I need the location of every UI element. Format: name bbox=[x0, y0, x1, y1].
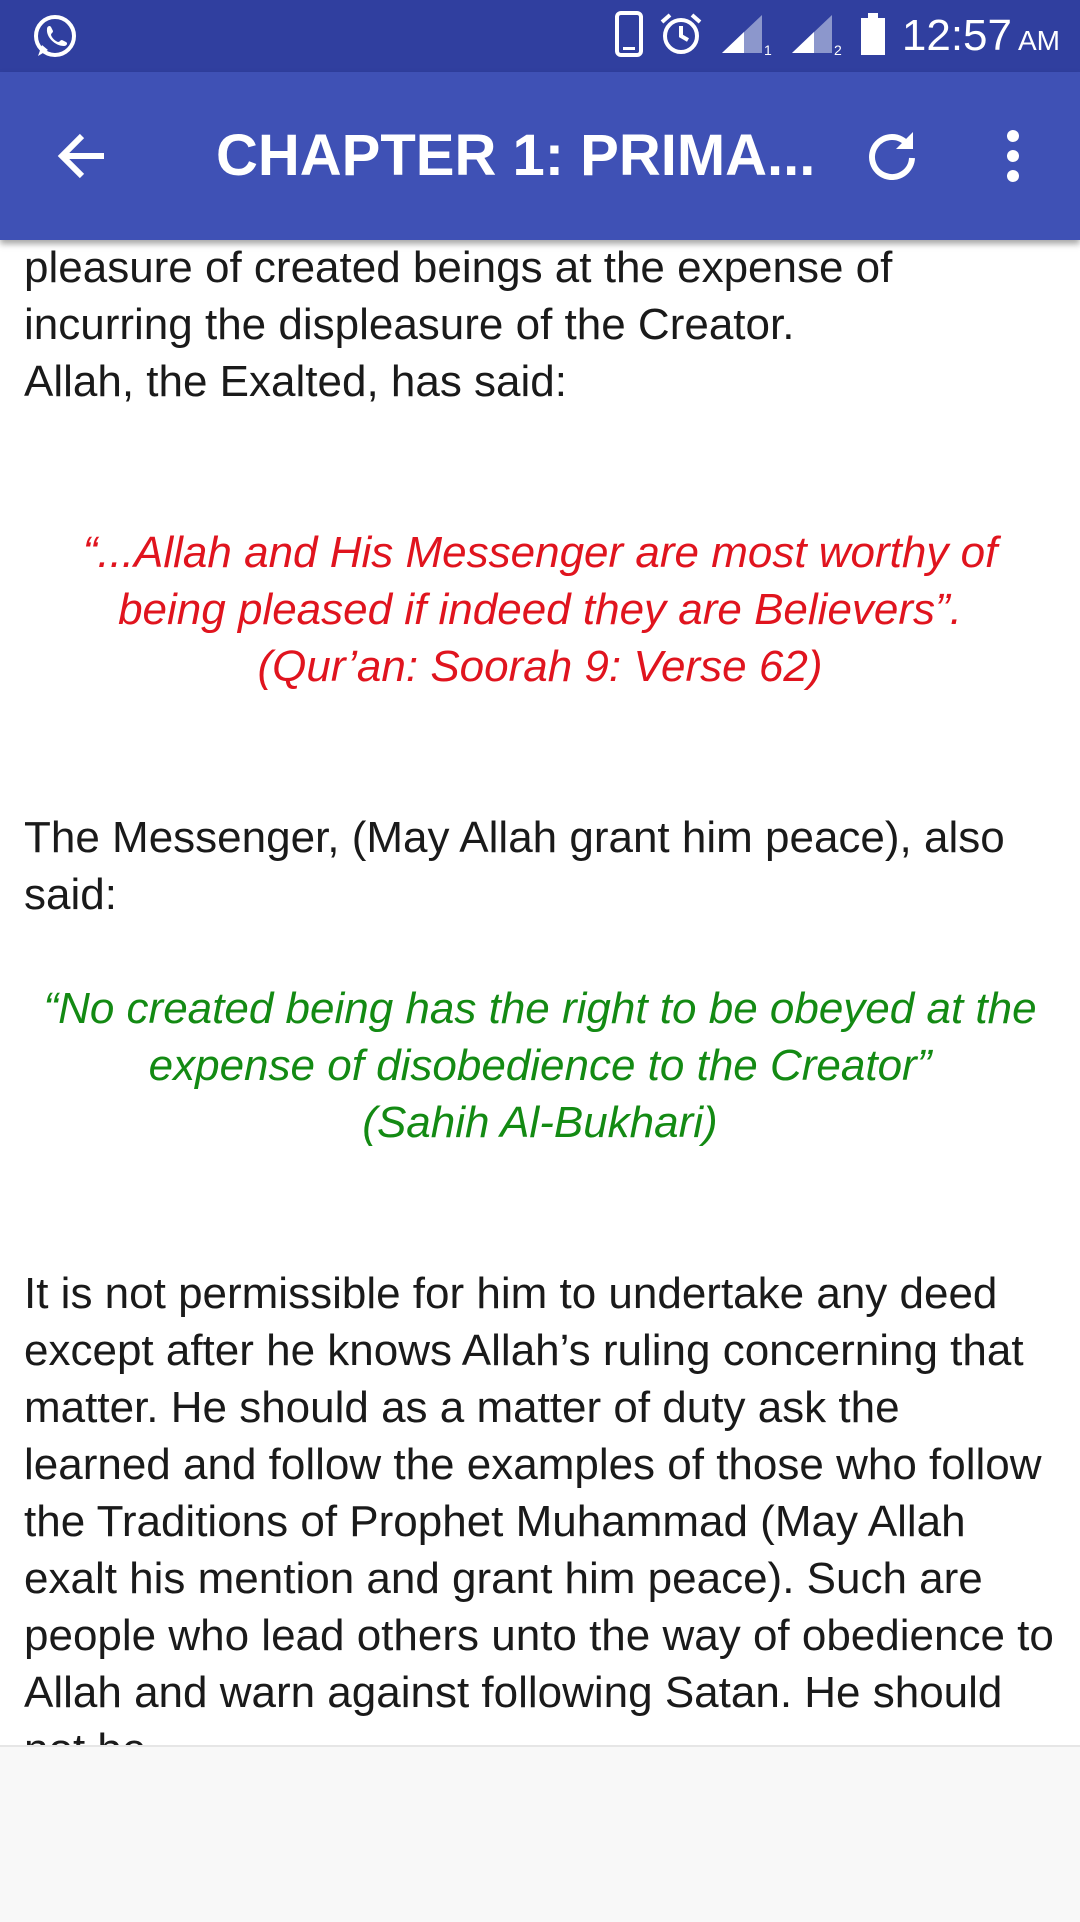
quran-quote-reference: (Qur’an: Soorah 9: Verse 62) bbox=[257, 642, 823, 691]
phone-icon bbox=[614, 11, 644, 62]
arrow-back-icon bbox=[54, 128, 110, 184]
spacer bbox=[24, 1151, 1056, 1265]
refresh-button[interactable] bbox=[858, 122, 926, 190]
spacer bbox=[24, 923, 1056, 980]
hadith-quote: “No created being has the right to be obeyed at the expense of disobedience to the Creator” bbox=[43, 984, 1037, 1090]
clock-ampm: AM bbox=[1018, 25, 1060, 56]
paragraph-2: Allah, the Exalted, has said: bbox=[24, 357, 567, 406]
more-vert-icon bbox=[1003, 128, 1023, 184]
spacer bbox=[24, 695, 1056, 809]
chapter-text bbox=[24, 182, 1056, 1778]
spacer bbox=[24, 410, 1056, 524]
paragraph-3: The Messenger, (May Allah grant him peace), also said: bbox=[24, 813, 1005, 919]
more-options-button[interactable] bbox=[988, 122, 1038, 190]
quran-quote: “...Allah and His Messenger are most worthy of being pleased if indeed they are Believers”. bbox=[82, 528, 998, 634]
chapter-content[interactable] bbox=[0, 240, 1080, 1745]
bottom-area bbox=[0, 1745, 1080, 1922]
battery-icon bbox=[858, 11, 888, 62]
paragraph-4: It is not permissible for him to undertake any deed except after he knows Allah’s ruling concerning that matter. He should as a matter of duty ask the learned and follow the examples of those who follow the Traditions of Prophet Muhammad (May Allah exalt his mention and grant him peace). Such are people who lead others unto the way of obedience to Allah and warn against following Satan. He should bbox=[24, 1269, 1054, 1717]
svg-text:1: 1 bbox=[763, 41, 772, 58]
clock-time: 12:57 bbox=[901, 11, 1012, 60]
alarm-icon bbox=[658, 11, 704, 62]
signal-2-icon bbox=[788, 11, 844, 62]
status-bar bbox=[0, 0, 1080, 72]
app-bar bbox=[0, 72, 1080, 240]
hadith-quote-reference: (Sahih Al-Bukhari) bbox=[362, 1098, 718, 1147]
paragraph-1: pleasure of created beings at the expense of incurring the displeasure of the Creator. bbox=[24, 243, 893, 349]
status-time bbox=[902, 11, 1060, 61]
whatsapp-icon bbox=[30, 12, 80, 62]
svg-text:2: 2 bbox=[833, 41, 842, 58]
page-title: CHAPTER 1: PRIMA... bbox=[216, 123, 816, 188]
signal-1-icon bbox=[718, 11, 774, 62]
status-icons bbox=[614, 0, 1060, 72]
refresh-icon bbox=[863, 127, 921, 185]
back-button[interactable] bbox=[50, 124, 114, 188]
